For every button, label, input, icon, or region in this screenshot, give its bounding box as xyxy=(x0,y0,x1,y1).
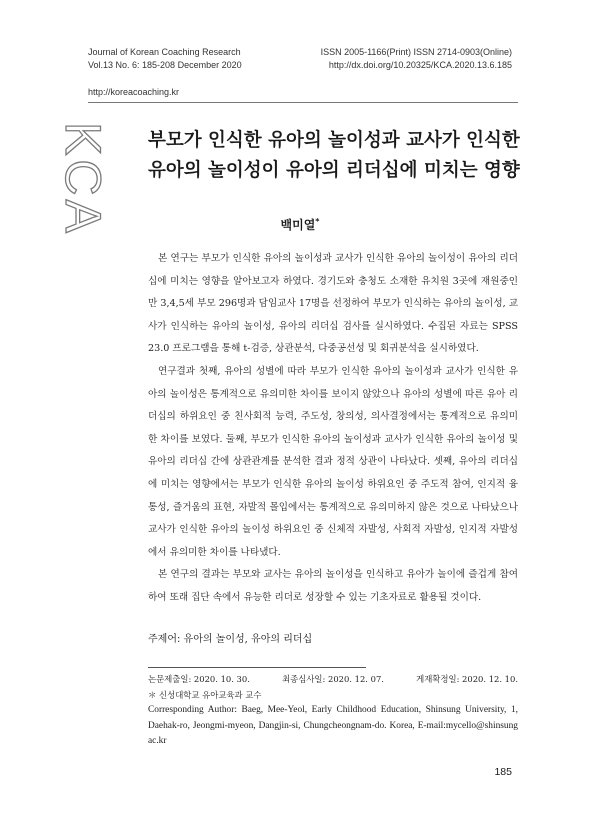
date-line xyxy=(148,672,518,688)
footnotes xyxy=(148,672,518,750)
abstract xyxy=(148,248,518,610)
keywords-label: 주제어: xyxy=(148,634,181,645)
title-line-2: 유아의 놀이성이 유아의 리더십에 미치는 영향 xyxy=(148,160,520,181)
submitted-date: 논문제출일: 2020. 10. 30. xyxy=(148,674,250,684)
keywords xyxy=(148,630,312,645)
header-rule xyxy=(88,102,518,103)
issn-line: ISSN 2005-1166(Print) ISSN 2714-0903(Online) xyxy=(320,47,512,57)
journal-name: Journal of Korean Coaching Research xyxy=(88,47,241,57)
paper-title xyxy=(148,126,548,186)
abstract-paragraph-3: 본 연구의 결과는 부모와 교사는 유아의 놀이성을 인식하고 유아가 놀이에 즐겁게 참여하여 또래 집단 속에서 유능한 리더로 성장할 수 있는 기초자료로 활용될 것이다. xyxy=(148,569,518,603)
author-mark: * xyxy=(315,217,320,226)
journal-header-left xyxy=(88,46,242,72)
reviewed-date: 최종심사일: 2020. 12. 07. xyxy=(282,674,384,684)
accepted-date: 게재확정일: 2020. 12. 10. xyxy=(416,674,518,684)
footnote-rule xyxy=(148,667,366,668)
kca-logo-text: KCA xyxy=(55,122,111,237)
keywords-value: 유아의 놀이성, 유아의 리더십 xyxy=(183,634,313,645)
author-name: 백미열 xyxy=(280,218,316,232)
abstract-paragraph-1: 본 연구는 부모가 인식한 유아의 놀이성과 교사가 인식한 유아의 놀이성이 유아의 리더십에 미치는 영향을 알아보고자 하였다. 경기도와 충청도 소재한 유치원 3곳에 재원중인 만 3,4,5세 부모 296명과 담임교사 17명을 선정하여 부모가 인식하는 유아의 놀이성, 교사가 인식하는 유아의 놀이성, 유아의 리더십 검사를 실시하였다. 수집된 자료는 SPSS 23.0 프로그램을 통해 t-검증, 상관분석, 다중공선성 및 회귀분석을 실시하였다. xyxy=(148,253,518,355)
abstract-paragraph-2: 연구결과 첫째, 유아의 성별에 따라 부모가 인식한 유아의 놀이성과 교사가 인식한 유아의 놀이성은 통계적으로 유의미한 차이를 보이지 않았으나 유아의 성별에 따른 유아 리더십의 하위요인 중 친사회적 능력, 주도성, 창의성, 의사결정에서는 통계적으로 유의미한 차이를 보였다. 둘째, 부모가 인식한 유아의 놀이성과 교사가 인식한 유아의 놀이성 및 유아의 리더십 간에 상관관계를 분석한 결과 정적 상관이 나타났다. 셋째, 유아의 리더십에 미치는 영향에서는 부모가 인식한 유아의 놀이성 하위요인 중 주도적 참여, 인지적 융통성, 즐거움의 표현, 자발적 몰입에서는 통계적으로 유의미하지 않은 것으로 나타났으나 교사가 인식한 유아의 놀이성 하위요인 중 신체적 자발성, 사회적 자발성, 인지적 자발성에서 유의미한 차이를 나타냈다. xyxy=(148,365,518,558)
journal-url[interactable]: http://koreacoaching.kr xyxy=(88,87,180,97)
title-line-1: 부모가 인식한 유아의 놀이성과 교사가 인식한 xyxy=(148,130,520,151)
journal-header-right xyxy=(321,46,512,72)
author-line xyxy=(0,216,600,233)
author-affiliation: ＊ 신성대학교 유아교육과 교수 xyxy=(148,689,262,700)
doi-link[interactable]: http://dx.doi.org/10.20325/KCA.2020.13.6.185 xyxy=(328,60,512,70)
corresponding-author: Corresponding Author: Baeg, Mee-Yeol, Early Childhood Education, Shinsung University, 1, Daehak-ro, Jeongmi-myeon, Dangjin-si, Chungcheongnam-do. Korea, E-mail:mycello@shinsung ac.kr xyxy=(148,705,518,747)
journal-issue: Vol.13 No. 6: 185-208 December 2020 xyxy=(88,60,242,70)
page-number: 185 xyxy=(494,766,512,778)
